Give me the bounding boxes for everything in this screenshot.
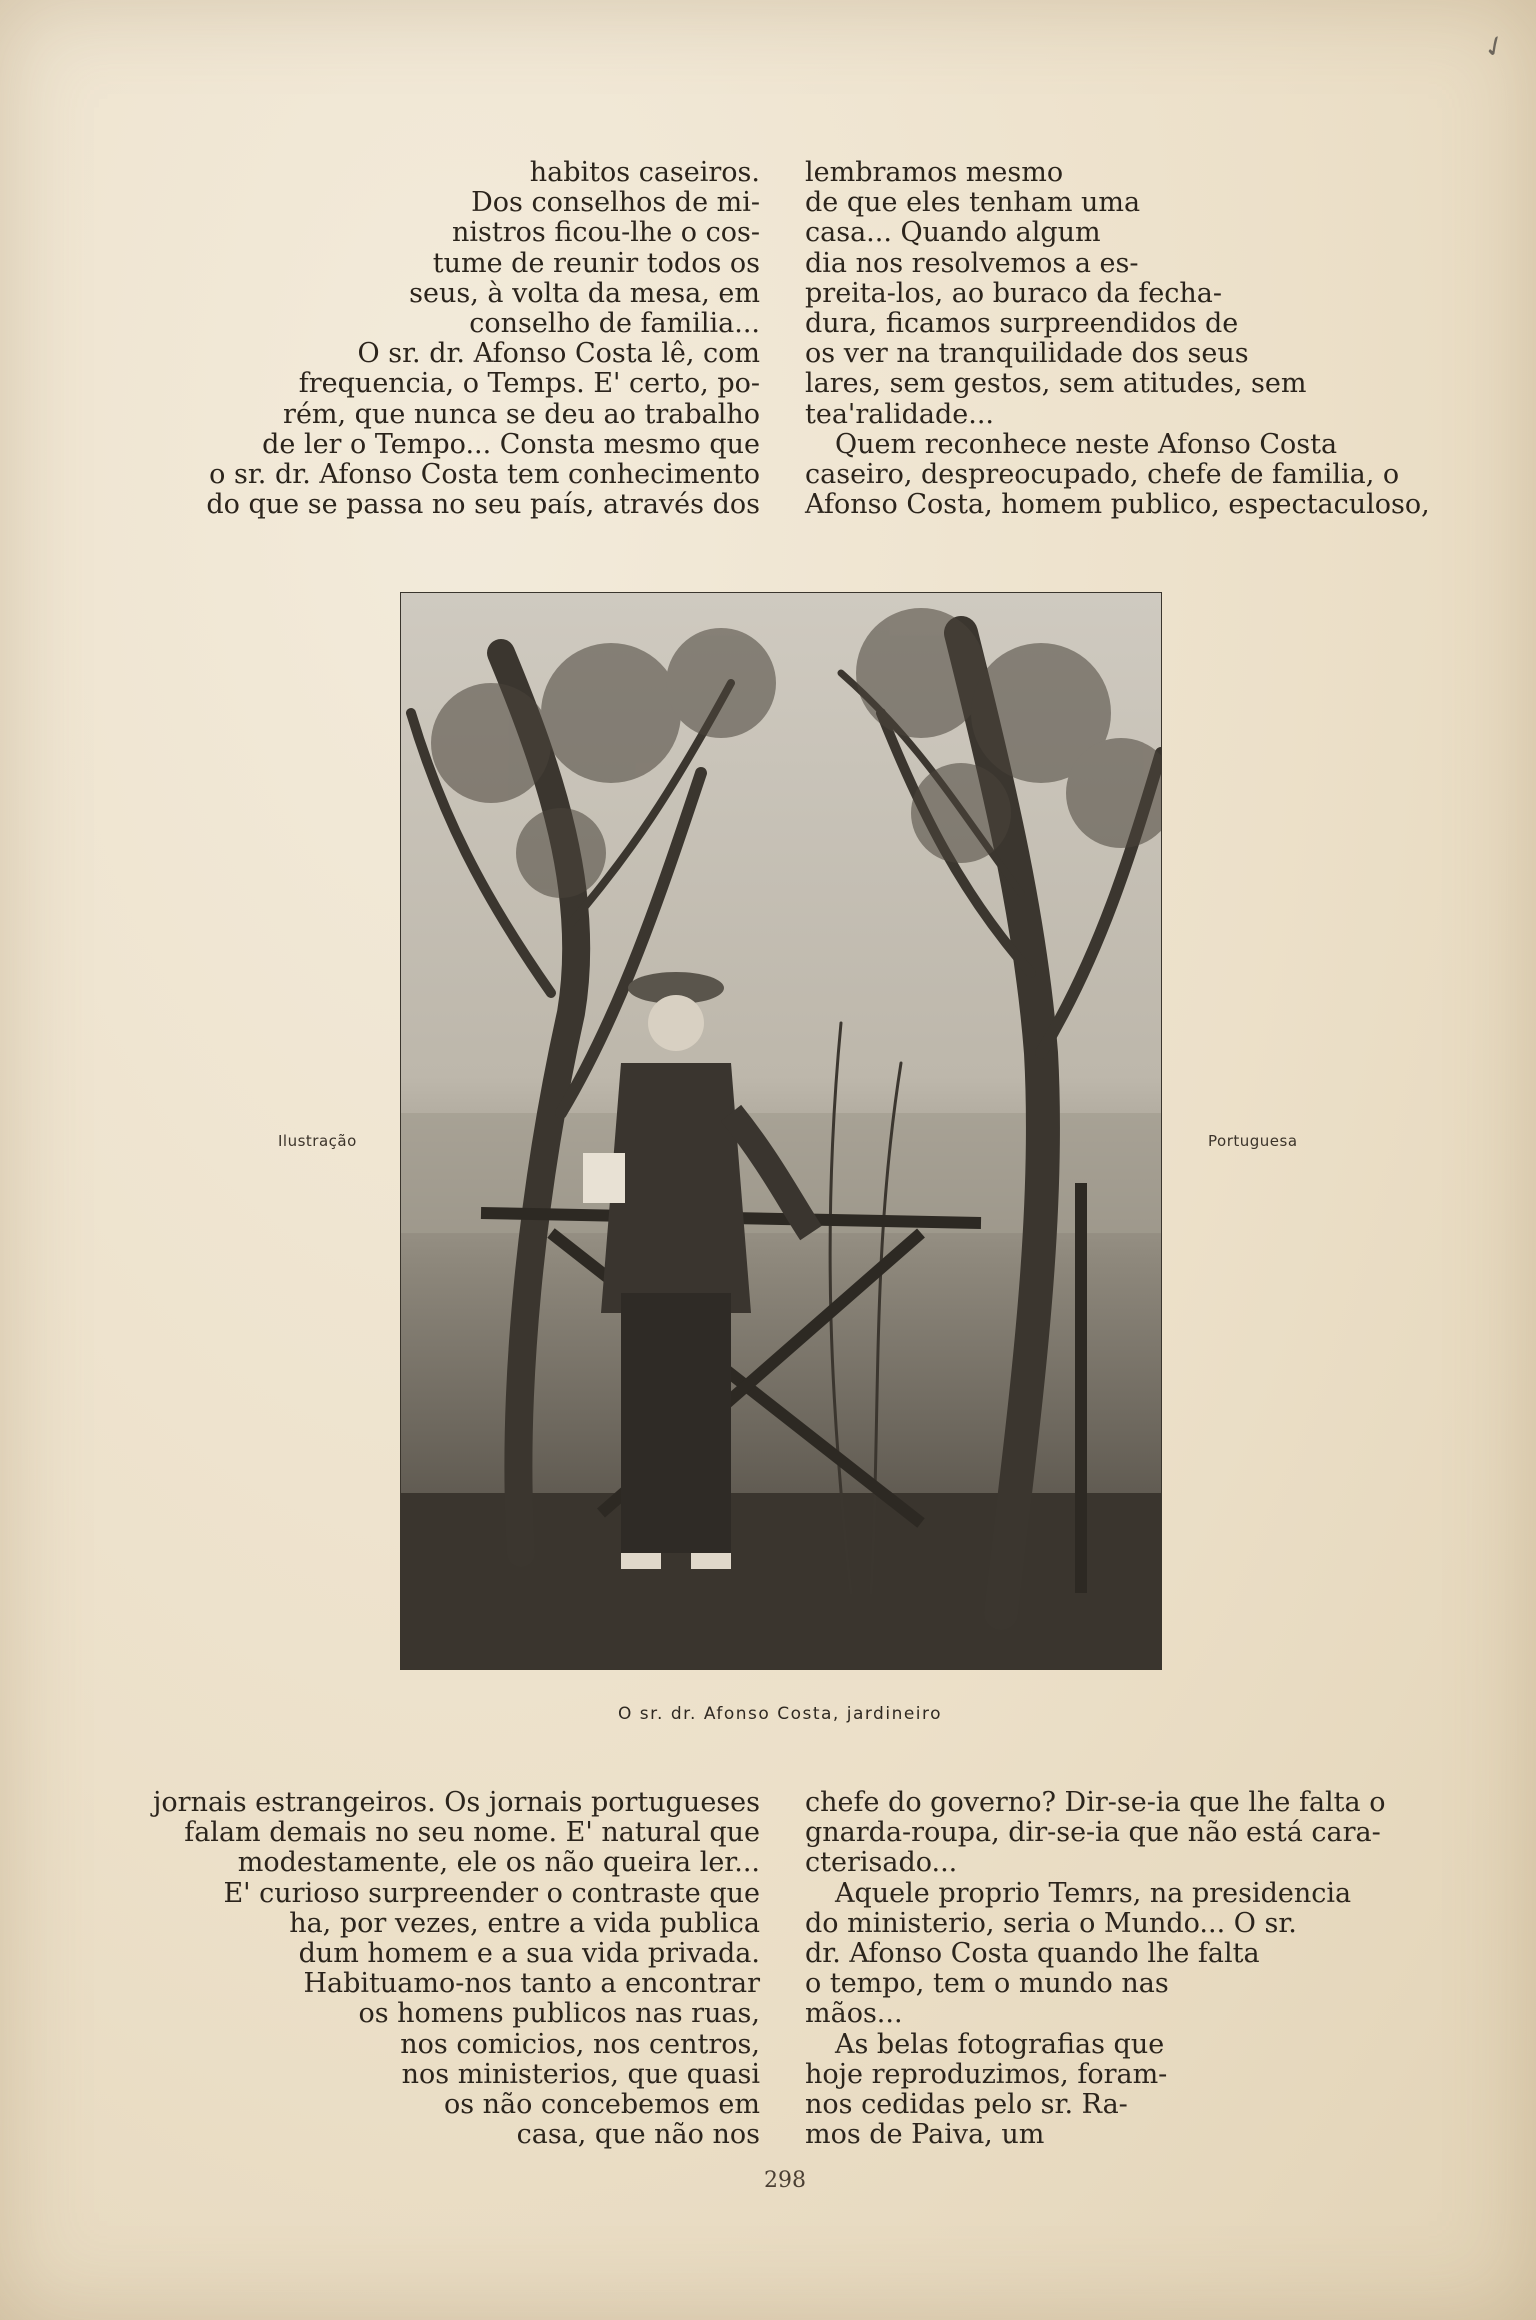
text-line: tume de reunir todos os xyxy=(432,247,760,279)
text-line: casa... Quando algum xyxy=(805,217,1101,249)
text-line: casa, que não nos xyxy=(516,2119,760,2151)
text-line: Aquele proprio Temrs, na presidencia xyxy=(835,1877,1352,1909)
magazine-label-right: Portuguesa xyxy=(1208,1132,1298,1150)
magazine-label-left: Ilustração xyxy=(278,1132,357,1150)
text-line: dura, ficamos surpreendidos de xyxy=(805,308,1239,340)
text-line: chefe do governo? Dir-se-ia que lhe falta o xyxy=(805,1787,1386,1818)
text-line: o tempo, tem o mundo nas xyxy=(805,1968,1169,2000)
text-line: Habituamo-nos tanto a encontrar xyxy=(303,1968,760,2000)
text-line: gnarda-roupa, dir-se-ia que não está cara- xyxy=(805,1817,1381,1849)
text-line: lembramos mesmo xyxy=(805,157,1064,188)
text-line: nos ministerios, que quasi xyxy=(401,2058,760,2090)
text-line: de que eles tenham uma xyxy=(805,187,1141,219)
text-line: frequencia, o Temps. E' certo, po- xyxy=(298,368,760,400)
text-line: do que se passa no seu país, através dos xyxy=(206,489,760,521)
text-column-bottom-right xyxy=(805,1788,1445,2150)
text-line: Quem reconhece neste Afonso Costa xyxy=(835,428,1338,460)
text-line: cterisado... xyxy=(805,1847,958,1879)
text-line: O sr. dr. Afonso Costa lê, com xyxy=(357,338,760,370)
text-line: tea'ralidade... xyxy=(805,398,995,430)
page-number: 298 xyxy=(764,2168,806,2193)
text-line: rém, que nunca se deu ao trabalho xyxy=(283,398,760,430)
text-line: seus, à volta da mesa, em xyxy=(409,277,760,309)
photo-caption: O sr. dr. Afonso Costa, jardineiro xyxy=(617,1704,943,1724)
text-line: os ver na tranquilidade dos seus xyxy=(805,338,1249,370)
text-line: mos de Paiva, um xyxy=(805,2119,1045,2151)
text-column-top-right xyxy=(805,158,1445,520)
text-line: nistros ficou-lhe o cos- xyxy=(451,217,760,249)
text-line: E' curioso surpreender o contraste que xyxy=(223,1877,760,1909)
text-line: dia nos resolvemos a es- xyxy=(805,247,1139,279)
text-column-top-left xyxy=(140,158,760,520)
text-line: os não concebemos em xyxy=(443,2089,760,2121)
text-line: conselho de familia... xyxy=(469,308,760,340)
text-line: os homens publicos nas ruas, xyxy=(358,1998,760,2030)
text-column-bottom-left xyxy=(140,1788,760,2150)
text-line: do ministerio, seria o Mundo... O sr. xyxy=(805,1907,1297,1939)
text-line: dum homem e a sua vida privada. xyxy=(298,1938,760,1970)
text-line: As belas fotografias que xyxy=(835,2028,1165,2060)
text-line: preita-los, ao buraco da fecha- xyxy=(805,277,1223,309)
text-line: o sr. dr. Afonso Costa tem conhecimento xyxy=(209,459,760,491)
text-line: ha, por vezes, entre a vida publica xyxy=(289,1907,760,1939)
text-line: dr. Afonso Costa quando lhe falta xyxy=(805,1938,1260,1970)
text-line: lares, sem gestos, sem atitudes, sem xyxy=(805,368,1307,400)
corner-mark-icon: ✓ xyxy=(1476,26,1512,67)
text-line: de ler o Tempo... Consta mesmo que xyxy=(262,428,760,460)
photograph-illustration xyxy=(401,593,1161,1669)
photograph-afonso-costa-gardener xyxy=(400,592,1162,1670)
text-line: hoje reproduzimos, foram- xyxy=(805,2058,1168,2090)
text-line: habitos caseiros. xyxy=(529,157,760,188)
text-line: falam demais no seu nome. E' natural que xyxy=(184,1817,760,1849)
text-line: mãos... xyxy=(805,1998,903,2030)
text-line: Afonso Costa, homem publico, espectaculoso, xyxy=(805,489,1430,521)
text-line: jornais estrangeiros. Os jornais portugueses xyxy=(153,1787,760,1818)
text-line: nos comicios, nos centros, xyxy=(400,2028,760,2060)
text-line: Dos conselhos de mi- xyxy=(471,187,760,219)
text-line: nos cedidas pelo sr. Ra- xyxy=(805,2089,1128,2121)
text-line: modestamente, ele os não queira ler... xyxy=(237,1847,760,1879)
text-line: caseiro, despreocupado, chefe de familia, o xyxy=(805,459,1400,491)
